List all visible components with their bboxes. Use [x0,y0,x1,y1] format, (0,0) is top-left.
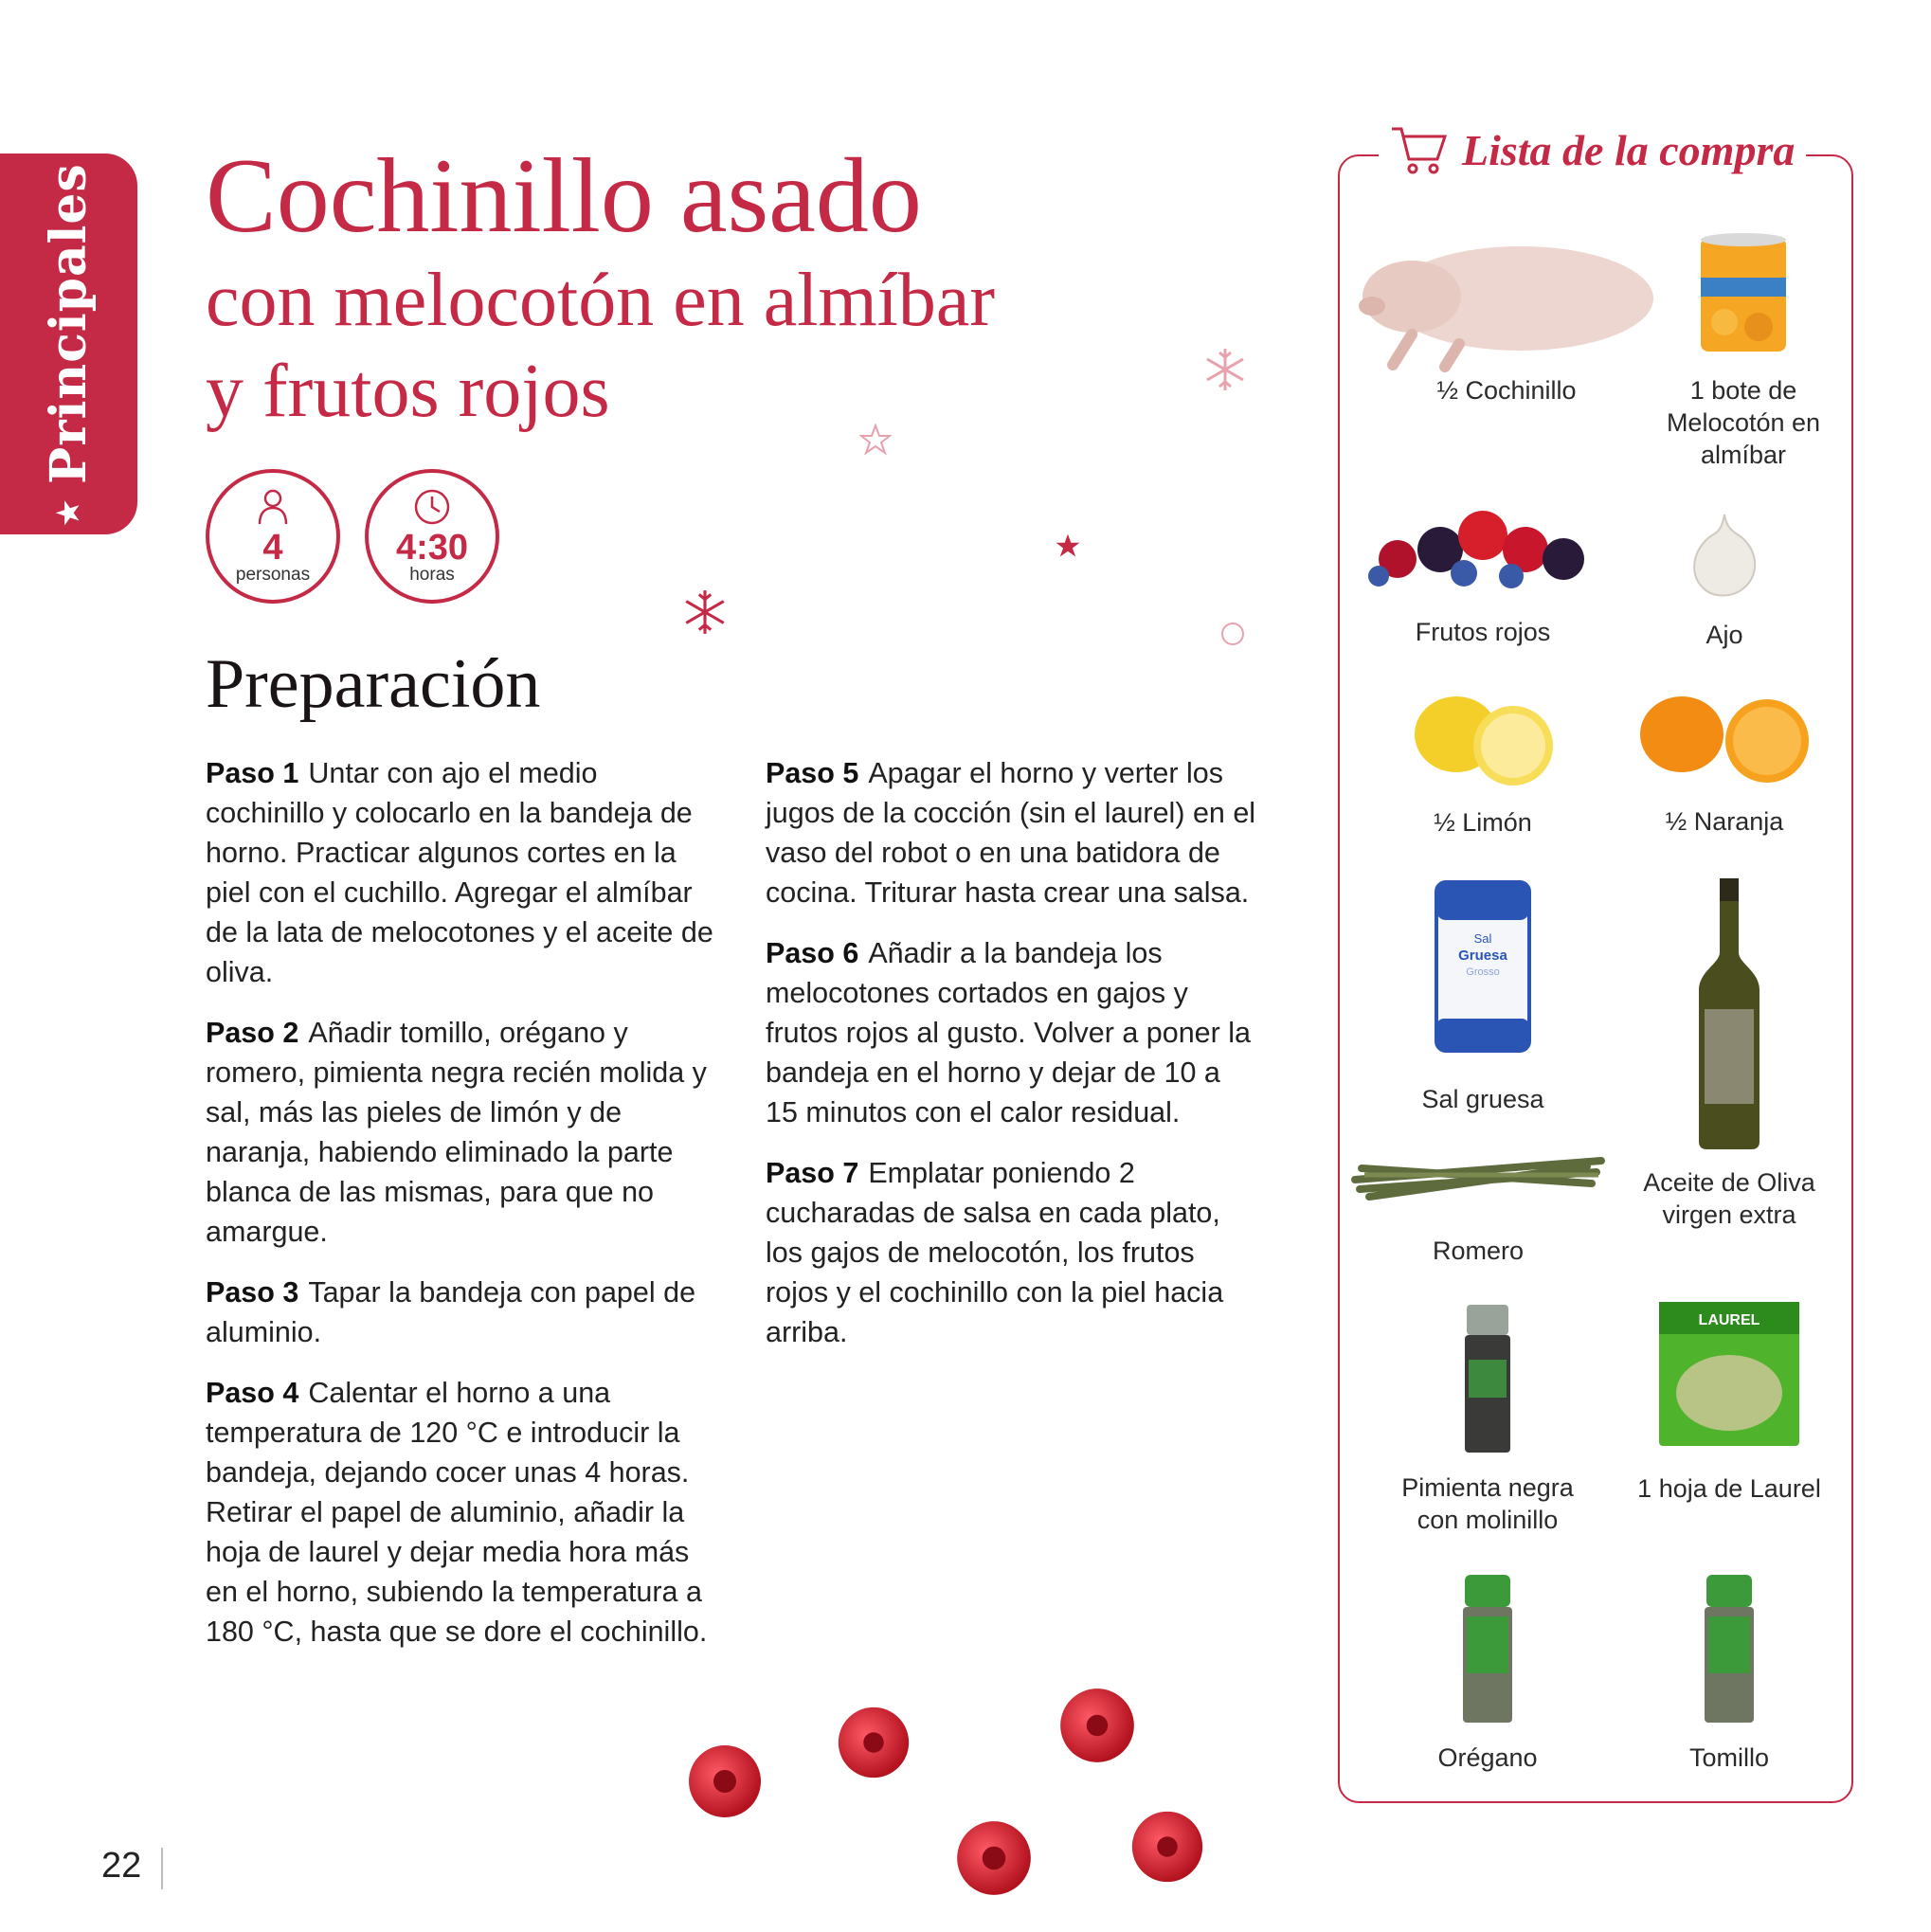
shopping-item [1630,692,1819,838]
shopping-item [1668,507,1781,651]
servings-label: personas [235,565,311,585]
shopping-list-title: Lista de la compra [1462,125,1796,174]
shopping-item [1350,1142,1606,1267]
item-label: Romero [1432,1237,1525,1265]
item-label: Pimienta negra con molinillo [1401,1473,1574,1534]
servings-value: 4 [262,528,283,568]
shopping-item [1398,876,1568,1115]
peach-can-image [1696,232,1791,357]
olive-oil-bottle-image [1691,876,1767,1151]
rosemary-image [1350,1142,1606,1208]
suckling-pig-image [1355,223,1658,374]
step-item: Paso 1 Untar con ajo el medio cochinillo y colocarlo en la bandeja de horno. Practicar algunos cortes en la piel con el cuchillo. Agregar el almíbar de la lata de melocotones y el aceite de oliva. [206,757,713,988]
bay-brand-text: LAUREL [1698,1312,1760,1328]
shopping-item [1393,1573,1582,1774]
black-pepper-grinder-image [1461,1303,1514,1454]
berries-image [1360,493,1606,597]
item-label: Orégano [1437,1743,1538,1772]
circle-outline-icon [1219,621,1246,647]
coarse-salt-image [1431,876,1535,1056]
item-label: 1 hoja de Laurel [1637,1474,1821,1503]
item-label: ½ Limón [1434,808,1532,837]
item-label: ½ Cochinillo [1436,376,1577,405]
shopping-list-header [1379,123,1806,176]
bay-leaf-package-image [1655,1298,1803,1450]
salt-sub-text: Grosso [1466,966,1500,978]
time-badge [365,469,499,604]
shopping-item [1625,876,1833,1231]
shopping-item [1355,493,1611,648]
shopping-item [1402,687,1563,839]
step-item: Paso 4 Calentar el horno a una temperatura de 120 °C e introducir la bandeja, dejando cocer unas 4 horas. Retirar el papel de aluminio, añadir la hoja de laurel y dejar media hora más en el horno, subiendo la temperatura a 180 °C, hasta que se dore el cochinillo. [206,1377,708,1648]
shopping-item [1639,232,1848,471]
recipe-title-block [206,137,995,437]
shopping-item [1634,1573,1824,1774]
person-icon [252,486,294,528]
recipe-subtitle-line1: con melocotón en almíbar [206,259,996,342]
section-tab [0,153,137,534]
raspberry-image [682,1739,767,1824]
item-label: Aceite de Oliva virgen extra [1643,1168,1815,1229]
time-value: 4:30 [395,528,469,568]
item-label: Frutos rojos [1415,618,1551,646]
step-item: Paso 3 Tapar la bandeja con papel de aluminio. [206,1276,696,1348]
step-item: Paso 2 Añadir tomillo, orégano y romero, pimienta negra recién molida y sal, más las pieles de limón y de naranja, habiendo eliminado la parte blanca de las mismas, para que no amargue. [206,1017,707,1248]
raspberry-image [950,1815,1038,1902]
star-icon [1055,533,1081,559]
recipe-subtitle-line2: y frutos rojos [206,350,610,433]
raspberry-image [1054,1682,1141,1769]
section-label: Principales [40,162,99,484]
item-label: ½ Naranja [1665,807,1784,836]
item-label: Ajo [1705,621,1743,649]
shopping-item [1379,1303,1597,1536]
shopping-item [1630,1298,1829,1505]
steps-column-right [766,753,1258,1373]
shopping-item [1350,223,1663,406]
star-outline-icon [859,424,892,456]
item-label: Sal gruesa [1421,1085,1544,1113]
recipe-title: Cochinillo asado [206,137,922,255]
salt-name-text: Gruesa [1458,948,1507,964]
snowflake-icon [1201,346,1249,393]
preparation-heading: Preparación [206,645,541,723]
time-label: horas [409,565,455,585]
star-icon: ★ [52,498,86,526]
snowflake-icon [680,587,730,637]
step-item: Paso 6 Añadir a la bandeja los melocotones cortados en gajos y frutos rojos al gusto. Volver a poner la bandeja en el horno y dejar de 10 a 15 minutos con el calor residual. [766,937,1252,1129]
oregano-jar-image [1457,1573,1518,1724]
page-divider [161,1848,163,1889]
salt-brand-text: Sal [1473,931,1492,946]
shopping-cart-icon [1390,123,1449,176]
garlic-image [1677,507,1772,602]
item-label: 1 bote de Melocotón en almíbar [1666,376,1821,469]
raspberry-image [832,1701,915,1784]
steps-column-left [206,753,722,1672]
clock-icon [411,486,453,528]
item-label: Tomillo [1688,1743,1770,1772]
lemon-image [1407,687,1559,793]
servings-badge [206,469,340,604]
raspberry-image [1126,1805,1209,1888]
thyme-jar-image [1699,1573,1760,1724]
step-item: Paso 5 Apagar el horno y verter los jugos de la cocción (sin el laurel) en el vaso del robot o en una batidora de cocina. Triturar hasta crear una salsa. [766,757,1256,909]
step-item: Paso 7 Emplatar poniendo 2 cucharadas de salsa en cada plato, los gajos de melocotón, los frutos rojos y el cochinillo con la piel hacia arriba. [766,1157,1224,1348]
orange-image [1634,692,1814,786]
page-number: 22 [101,1846,142,1886]
